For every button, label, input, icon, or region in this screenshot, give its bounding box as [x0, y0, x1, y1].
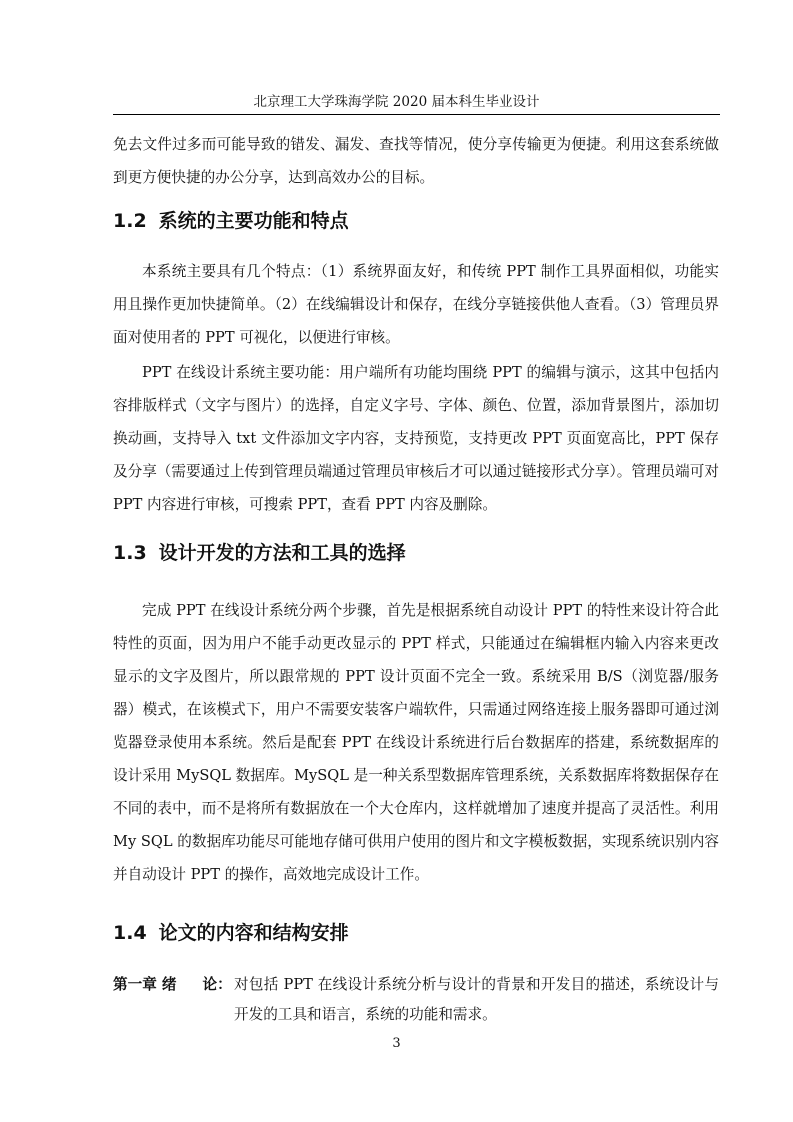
- chapter-label: [113, 970, 233, 1000]
- paragraph-continued: 免去文件过多而可能导致的错发、漏发、查找等情况，使分享传输更为便捷。利用这套系统做到更方便快捷的办公分享，达到高效办公的目标。: [113, 136, 719, 186]
- running-header: 北京理工大学珠海学院 2020 届本科生毕业设计: [253, 94, 540, 110]
- section-title: 论文的内容和结构安排: [158, 922, 349, 944]
- section-title: 系统的主要功能和特点: [158, 210, 349, 232]
- section-number: 1.4: [113, 922, 147, 944]
- section-number: 1.3: [113, 542, 147, 564]
- header-rule: [113, 114, 720, 115]
- paragraph-functions: PPT 在线设计系统主要功能：用户端所有功能均围绕 PPT 的编辑与演示，这其中包括内容排版样式（文字与图片）的选择，自定义字号、字体、颜色、位置，添加背景图片，添加切换动画，支持导入 txt 文件添加文字内容，支持预览，支持更改 PPT 页面宽高比，PPT 保存及分享（需要通过上传到管理员端通过管理员审核后才可以通过链接形式分享）。管理员端可对 PPT 内容进行审核，可搜索 PPT，查看 PPT 内容及删除。: [113, 364, 719, 513]
- chapter-label-part: 第一章 绪: [113, 976, 177, 993]
- section-heading-1-2: [113, 208, 349, 234]
- chapter-list-item: [113, 970, 719, 1030]
- paragraph-features: 本系统主要具有几个特点：（1）系统界面友好，和传统 PPT 制作工具界面相似，功能实用且操作更加快捷简单。（2）在线编辑设计和保存，在线分享链接供他人查看。（3）管理员界面对使用者的 PPT 可视化，以便进行审核。: [113, 263, 719, 346]
- paragraph-methods: 完成 PPT 在线设计系统分两个步骤，首先是根据系统自动设计 PPT 的特性来设计符合此特性的页面，因为用户不能手动更改显示的 PPT 样式，只能通过在编辑框内输入内容来更改显示的文字及图片，所以跟常规的 PPT 设计页面不完全一致。系统采用 B/S（浏览器/服务器）模式，在该模式下，用户不需要安装客户端软件，只需通过网络连接上服务器即可通过浏览器登录使用本系统。然后是配套 PPT 在线设计系统进行后台数据库的搭建，系统数据库的设计采用 MySQL 数据库。MySQL 是一种关系型数据库管理系统，关系数据库将数据保存在不同的表中，而不是将所有数据放在一个大仓库内，这样就增加了速度并提高了灵活性。利用 My SQL 的数据库功能尽可能地存储可供用户使用的图片和文字模板数据，实现系统识别内容并自动设计 PPT 的操作，高效地完成设计工作。: [113, 602, 719, 883]
- section-title: 设计开发的方法和工具的选择: [158, 542, 406, 564]
- chapter-description: 对包括 PPT 在线设计系统分析与设计的背景和开发目的描述，系统设计与开发的工具和语言，系统的功能和需求。: [234, 976, 719, 1023]
- section-heading-1-3: [113, 540, 406, 566]
- chapter-label-part: 论：: [202, 976, 232, 993]
- page-number: 3: [392, 1036, 401, 1051]
- section-number: 1.2: [113, 210, 147, 232]
- section-heading-1-4: [113, 920, 349, 946]
